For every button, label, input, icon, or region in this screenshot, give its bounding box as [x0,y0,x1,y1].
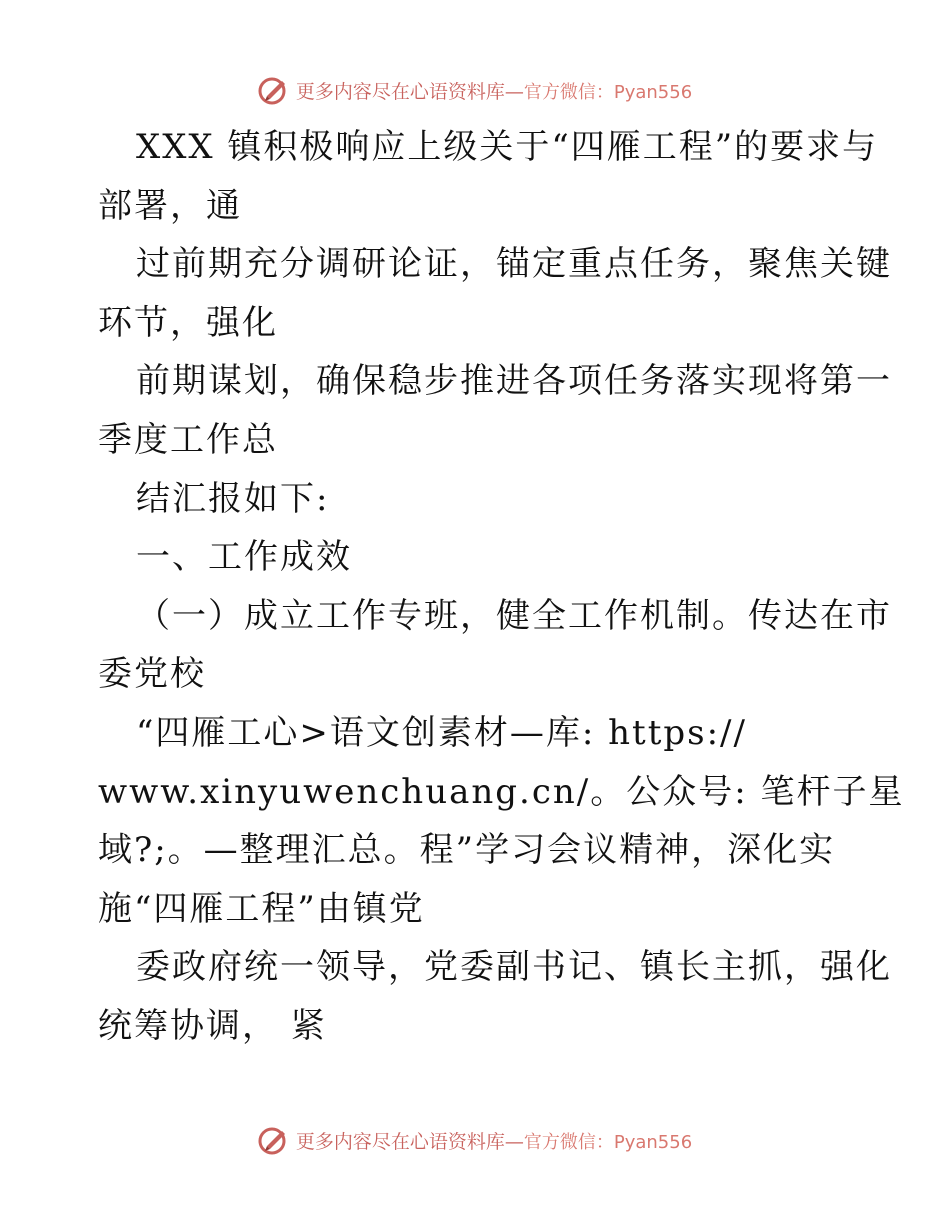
header-watermark [0,70,950,110]
text-line: XXX 镇积极响应上级关于“四雁工程”的要求与 [136,127,879,167]
text-line: 统筹协调， 紧 [98,1005,327,1046]
text-line: 部署，通 [98,185,242,226]
section-heading: 一、工作成效 [136,537,352,578]
pen-logo-icon [258,1124,290,1156]
footer-watermark [0,1120,950,1160]
text-line: 季度工作总 [98,419,278,460]
text-line: 域?;。—整理汇总。程”学习会议精神，深化实 [98,830,836,871]
text-line: www.xinyuwenchuang.cn/。公众号: 笔杆子星 [98,771,905,812]
text-line: 委政府统一领导，党委副书记、镇长主抓，强化 [136,947,892,988]
text-line: 环节，强化 [98,302,278,343]
text-line: “四雁工心>语文创素材—库: https:// [136,712,747,753]
text-line: 过前期充分调研论证，锚定重点任务，聚焦关键 [136,244,892,285]
text-line: 施“四雁工程”由镇党 [98,888,425,929]
watermark-text: 更多内容尽在心语资料库—官方微信：Pyan556 [295,1130,693,1153]
pen-logo-icon [258,74,290,106]
text-line: 结汇报如下: [136,478,330,519]
text-line: 委党校 [98,654,206,695]
document-body [98,118,905,1056]
watermark-text: 更多内容尽在心语资料库—官方微信：Pyan556 [295,80,693,103]
subsection-heading: （一）成立工作专班，健全工作机制。传达在市 [136,595,892,636]
text-line: 前期谋划，确保稳步推进各项任务落实现将第一 [136,361,892,402]
